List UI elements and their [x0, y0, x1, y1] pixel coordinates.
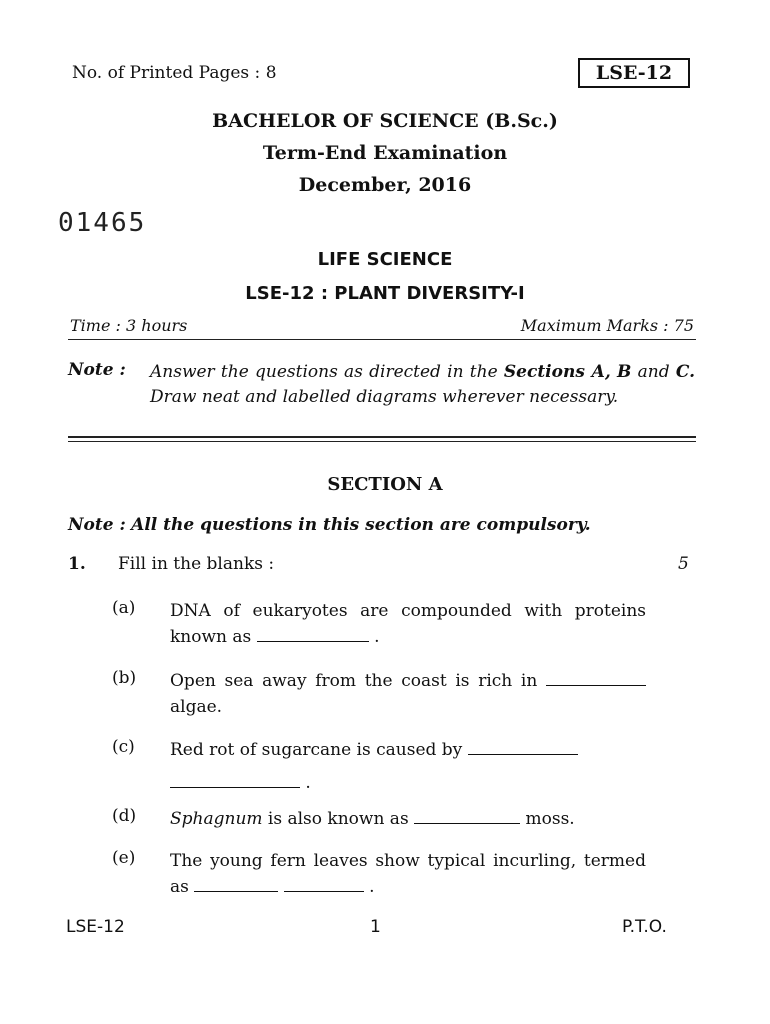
blank-line [194, 875, 278, 892]
note-b: B [617, 362, 632, 382]
item-e-text: The young fern leaves show typical incurling, termed as [170, 851, 646, 897]
item-e-end: . [369, 877, 375, 897]
item-label-b: (b) [112, 668, 137, 688]
item-b-text: Open sea away from the coast is rich in [170, 671, 538, 691]
subject-title: LIFE SCIENCE [317, 249, 453, 270]
note-text-part-2: Draw neat and labelled diagrams wherever necessary. [150, 387, 619, 407]
note-c: C. [675, 362, 696, 382]
item-c-end: . [305, 773, 311, 793]
note-text [150, 360, 695, 410]
item-label-d: (d) [112, 806, 137, 826]
footer-pto: P.T.O. [622, 917, 667, 937]
item-text-d [170, 806, 646, 832]
note-text-part: Answer the questions as directed in the [150, 362, 498, 382]
blank-line [257, 625, 369, 642]
blank-line [468, 738, 578, 755]
item-d-end: moss. [525, 809, 575, 829]
printed-pages-line: No. of Printed Pages : 8 [72, 63, 277, 83]
blank-line [546, 669, 646, 686]
blank-line [284, 875, 364, 892]
time-allowed: Time : 3 hours [70, 316, 188, 335]
exam-title: Term-End Examination [262, 142, 508, 164]
course-code-box: LSE-12 [578, 58, 690, 88]
item-d-text: is also known as [267, 809, 409, 829]
item-text-c [170, 737, 646, 796]
item-text-b [170, 668, 646, 720]
question-text: Fill in the blanks : [118, 554, 275, 574]
item-text-e [170, 848, 646, 900]
question-number: 1. [68, 554, 86, 574]
section-a-title: SECTION A [327, 474, 443, 495]
item-text-a [170, 598, 646, 650]
blank-line [170, 771, 300, 788]
serial-number: 01465 [58, 208, 147, 238]
course-title: LSE-12 : PLANT DIVERSITY-I [245, 283, 525, 304]
question-marks: 5 [678, 554, 689, 574]
blank-line [414, 807, 520, 824]
exam-date: December, 2016 [298, 174, 472, 196]
item-label-a: (a) [112, 598, 136, 618]
maximum-marks: Maximum Marks : 75 [520, 316, 694, 335]
degree-title: BACHELOR OF SCIENCE (B.Sc.) [212, 110, 558, 132]
note-sections-a: Sections A, [503, 362, 611, 382]
section-note-label: Note : [68, 515, 126, 535]
note-and: and [637, 362, 670, 382]
note-divider-bottom [68, 441, 696, 442]
section-a-note [68, 515, 591, 535]
item-label-c: (c) [112, 737, 135, 757]
item-d-italic: Sphagnum [170, 809, 263, 829]
item-label-e: (e) [112, 848, 136, 868]
item-c-text: Red rot of sugarcane is caused by [170, 740, 463, 760]
note-divider-top [68, 436, 696, 438]
item-b-end: algae. [170, 697, 223, 717]
footer-page-number: 1 [370, 917, 381, 937]
footer-course-code: LSE-12 [66, 917, 125, 937]
item-a-text: DNA of eukaryotes are compounded with proteins known as [170, 601, 646, 647]
header-divider [68, 339, 696, 340]
section-note-text: All the questions in this section are compulsory. [131, 515, 591, 535]
note-label: Note : [68, 360, 126, 380]
item-a-end: . [374, 627, 380, 647]
